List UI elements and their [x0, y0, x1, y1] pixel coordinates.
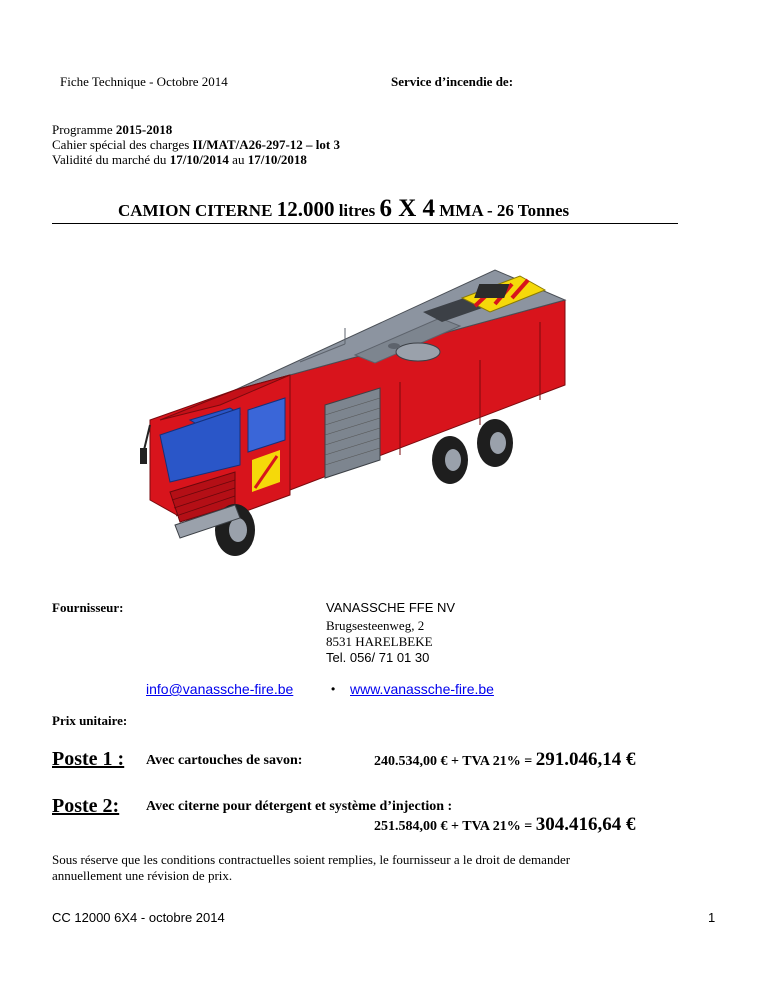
cahier-value: II/MAT/A26-297-12 – lot 3	[192, 137, 340, 152]
website-link[interactable]: www.vanassche-fire.be	[350, 681, 494, 697]
poste2-price: 251.584,00 € + TVA 21% =	[374, 819, 536, 834]
title-volume: 12.000	[276, 197, 335, 221]
note-line-2: annuellement une révision de prix.	[52, 868, 233, 883]
email-link[interactable]: info@vanassche-fire.be	[146, 681, 294, 697]
note-line-1: Sous réserve que les conditions contractuelles soient remplies, le fournisseur a le droit de demander	[52, 852, 571, 867]
cahier-line	[52, 137, 340, 153]
validite-line	[52, 152, 307, 168]
poste1-desc: Avec cartouches de savon:	[146, 753, 303, 768]
fire-truck-illustration	[140, 260, 580, 580]
poste1-total: 291.046,14 €	[535, 749, 636, 770]
footer-left: CC 12000 6X4 - octobre 2014	[52, 910, 225, 925]
supplier-street: Brugsesteenweg, 2	[326, 618, 425, 633]
programme-line	[52, 122, 172, 138]
programme-value: 2015-2018	[115, 122, 173, 137]
title-underline	[52, 223, 678, 224]
validite-to: 17/10/2018	[247, 152, 307, 167]
poste1-price: 240.534,00 € + TVA 21% =	[374, 754, 536, 769]
supplier-tel: Tel. 056/ 71 01 30	[326, 650, 430, 665]
poste2-price-line	[374, 814, 635, 836]
supplier-city: 8531 HARELBEKE	[326, 634, 433, 649]
cahier-label: Cahier spécial des charges	[52, 137, 193, 152]
title-part2: litres	[334, 201, 380, 220]
supplier-label: Fournisseur:	[52, 600, 124, 615]
prix-unitaire-label: Prix unitaire:	[52, 713, 128, 728]
page-title	[118, 197, 569, 224]
poste2-label: Poste 2:	[52, 795, 120, 817]
page-number: 1	[708, 910, 716, 925]
title-part3: MMA - 26 Tonnes	[435, 201, 570, 220]
validite-label: Validité du marché du	[52, 152, 170, 167]
poste2-total: 304.416,64 €	[535, 814, 636, 835]
programme-label: Programme	[52, 122, 116, 137]
title-part1: CAMION CITERNE	[118, 201, 277, 220]
poste1-price-line	[374, 749, 635, 771]
poste2-desc: Avec citerne pour détergent et système d’injection :	[146, 799, 453, 814]
header-left: Fiche Technique - Octobre 2014	[60, 74, 228, 89]
title-axles: 6 X 4	[379, 195, 436, 222]
header-right: Service d’incendie de:	[391, 74, 514, 89]
manhole-icon	[396, 343, 440, 361]
bullet-separator: •	[331, 682, 336, 696]
poste1-label: Poste 1 :	[52, 748, 125, 770]
validite-from: 17/10/2014	[169, 152, 229, 167]
supplier-name: VANASSCHE FFE NV	[326, 600, 456, 615]
validite-mid: au	[228, 152, 248, 167]
